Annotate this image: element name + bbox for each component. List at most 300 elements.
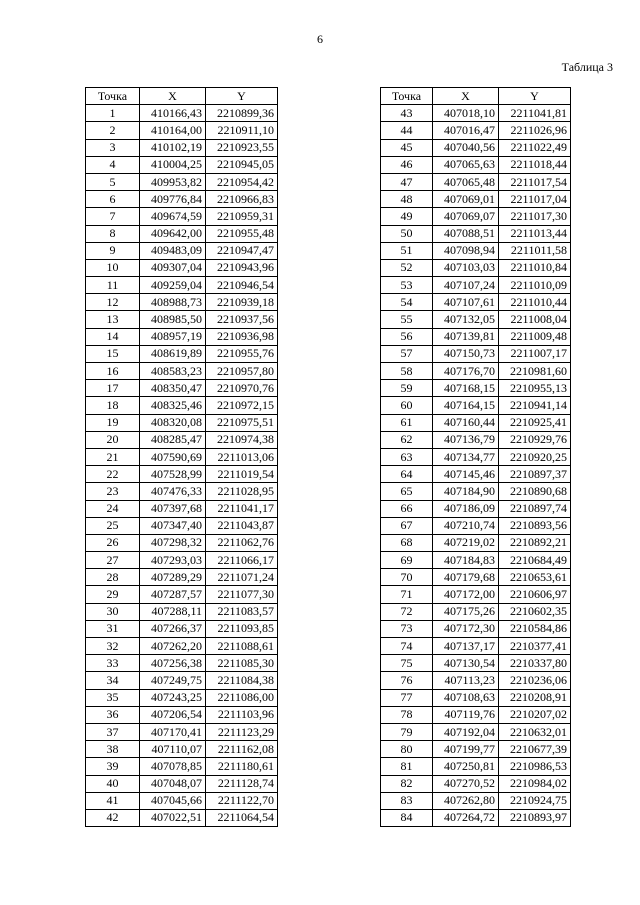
table-row [86, 758, 278, 775]
x-coordinate-cell: 407065,63 [433, 156, 499, 173]
x-coordinate-cell: 407103,03 [433, 259, 499, 276]
point-number-cell: 63 [381, 448, 433, 465]
point-number-cell: 45 [381, 139, 433, 156]
point-number-cell: 18 [86, 397, 140, 414]
y-coordinate-cell: 2210677,39 [499, 741, 571, 758]
y-coordinate-cell: 2211007,17 [499, 345, 571, 362]
x-coordinate-cell: 408285,47 [140, 431, 206, 448]
x-coordinate-cell: 407168,15 [433, 380, 499, 397]
table-row [86, 397, 278, 414]
point-number-cell: 14 [86, 328, 140, 345]
point-number-cell: 59 [381, 380, 433, 397]
table-row [86, 191, 278, 208]
x-coordinate-cell: 408350,47 [140, 380, 206, 397]
point-number-cell: 27 [86, 552, 140, 569]
y-coordinate-cell: 2211180,61 [206, 758, 278, 775]
x-coordinate-cell: 408583,23 [140, 363, 206, 380]
x-coordinate-cell: 407132,05 [433, 311, 499, 328]
point-number-cell: 51 [381, 242, 433, 259]
x-coordinate-cell: 407287,57 [140, 586, 206, 603]
table-row [381, 311, 571, 328]
table-row [381, 603, 571, 620]
y-coordinate-cell: 2210945,05 [206, 156, 278, 173]
table-row [381, 706, 571, 723]
table-row [86, 380, 278, 397]
header-y: Y [499, 88, 571, 105]
point-number-cell: 66 [381, 500, 433, 517]
point-number-cell: 67 [381, 517, 433, 534]
x-coordinate-cell: 407134,77 [433, 448, 499, 465]
y-coordinate-cell: 2211103,96 [206, 706, 278, 723]
y-coordinate-cell: 2211066,17 [206, 552, 278, 569]
table-row [86, 208, 278, 225]
table-row [86, 552, 278, 569]
y-coordinate-cell: 2210923,55 [206, 139, 278, 156]
y-coordinate-cell: 2211026,96 [499, 122, 571, 139]
x-coordinate-cell: 407016,47 [433, 122, 499, 139]
x-coordinate-cell: 407175,26 [433, 603, 499, 620]
x-coordinate-cell: 407022,51 [140, 809, 206, 826]
y-coordinate-cell: 2211011,58 [499, 242, 571, 259]
table-row [381, 741, 571, 758]
y-coordinate-cell: 2210955,48 [206, 225, 278, 242]
point-number-cell: 19 [86, 414, 140, 431]
x-coordinate-cell: 408320,08 [140, 414, 206, 431]
table-row [86, 723, 278, 740]
point-number-cell: 30 [86, 603, 140, 620]
x-coordinate-cell: 407170,41 [140, 723, 206, 740]
point-number-cell: 38 [86, 741, 140, 758]
x-coordinate-cell: 407130,54 [433, 655, 499, 672]
point-number-cell: 5 [86, 173, 140, 190]
table-row [381, 466, 571, 483]
x-coordinate-cell: 407397,68 [140, 500, 206, 517]
x-coordinate-cell: 407528,99 [140, 466, 206, 483]
table-row [381, 792, 571, 809]
point-number-cell: 41 [86, 792, 140, 809]
x-coordinate-cell: 407289,29 [140, 569, 206, 586]
point-number-cell: 72 [381, 603, 433, 620]
y-coordinate-cell: 2210584,86 [499, 620, 571, 637]
y-coordinate-cell: 2210947,47 [206, 242, 278, 259]
table-body-left [86, 105, 278, 827]
point-number-cell: 17 [86, 380, 140, 397]
y-coordinate-cell: 2210955,13 [499, 380, 571, 397]
table-row [86, 809, 278, 826]
x-coordinate-cell: 407184,83 [433, 552, 499, 569]
point-number-cell: 77 [381, 689, 433, 706]
y-coordinate-cell: 2210893,97 [499, 809, 571, 826]
point-number-cell: 49 [381, 208, 433, 225]
y-coordinate-cell: 2210929,76 [499, 431, 571, 448]
y-coordinate-cell: 2210208,91 [499, 689, 571, 706]
point-number-cell: 28 [86, 569, 140, 586]
table-row [381, 105, 571, 122]
table-row [86, 431, 278, 448]
table-row [86, 294, 278, 311]
y-coordinate-cell: 2210890,68 [499, 483, 571, 500]
table-body-right [381, 105, 571, 827]
point-number-cell: 25 [86, 517, 140, 534]
x-coordinate-cell: 407098,94 [433, 242, 499, 259]
x-coordinate-cell: 410102,19 [140, 139, 206, 156]
x-coordinate-cell: 407249,75 [140, 672, 206, 689]
y-coordinate-cell: 2210893,56 [499, 517, 571, 534]
table-row [381, 655, 571, 672]
x-coordinate-cell: 407262,80 [433, 792, 499, 809]
table-header-row [86, 88, 278, 105]
point-number-cell: 83 [381, 792, 433, 809]
x-coordinate-cell: 407250,81 [433, 758, 499, 775]
y-coordinate-cell: 2210897,37 [499, 466, 571, 483]
x-coordinate-cell: 409307,04 [140, 259, 206, 276]
y-coordinate-cell: 2211084,38 [206, 672, 278, 689]
x-coordinate-cell: 407045,66 [140, 792, 206, 809]
x-coordinate-cell: 408619,89 [140, 345, 206, 362]
x-coordinate-cell: 407288,11 [140, 603, 206, 620]
x-coordinate-cell: 410166,43 [140, 105, 206, 122]
x-coordinate-cell: 407107,24 [433, 277, 499, 294]
y-coordinate-cell: 2211043,87 [206, 517, 278, 534]
table-row [86, 741, 278, 758]
x-coordinate-cell: 407264,72 [433, 809, 499, 826]
table-row [381, 775, 571, 792]
point-number-cell: 46 [381, 156, 433, 173]
x-coordinate-cell: 410004,25 [140, 156, 206, 173]
y-coordinate-cell: 2210892,21 [499, 534, 571, 551]
y-coordinate-cell: 2211019,54 [206, 466, 278, 483]
table-row [381, 809, 571, 826]
x-coordinate-cell: 407476,33 [140, 483, 206, 500]
point-number-cell: 70 [381, 569, 433, 586]
point-number-cell: 58 [381, 363, 433, 380]
table-row [86, 672, 278, 689]
x-coordinate-cell: 407199,77 [433, 741, 499, 758]
point-number-cell: 21 [86, 448, 140, 465]
point-number-cell: 15 [86, 345, 140, 362]
x-coordinate-cell: 409483,09 [140, 242, 206, 259]
x-coordinate-cell: 407078,85 [140, 758, 206, 775]
table-row [86, 448, 278, 465]
x-coordinate-cell: 407293,03 [140, 552, 206, 569]
point-number-cell: 69 [381, 552, 433, 569]
y-coordinate-cell: 2211041,81 [499, 105, 571, 122]
point-number-cell: 44 [381, 122, 433, 139]
point-number-cell: 64 [381, 466, 433, 483]
y-coordinate-cell: 2210981,60 [499, 363, 571, 380]
table-row [381, 173, 571, 190]
point-number-cell: 9 [86, 242, 140, 259]
y-coordinate-cell: 2210954,42 [206, 173, 278, 190]
y-coordinate-cell: 2210337,80 [499, 655, 571, 672]
x-coordinate-cell: 407298,32 [140, 534, 206, 551]
point-number-cell: 40 [86, 775, 140, 792]
y-coordinate-cell: 2210653,61 [499, 569, 571, 586]
table-row [381, 723, 571, 740]
point-number-cell: 52 [381, 259, 433, 276]
x-coordinate-cell: 407590,69 [140, 448, 206, 465]
y-coordinate-cell: 2210899,36 [206, 105, 278, 122]
y-coordinate-cell: 2211010,84 [499, 259, 571, 276]
y-coordinate-cell: 2211085,30 [206, 655, 278, 672]
table-row [381, 586, 571, 603]
point-number-cell: 39 [86, 758, 140, 775]
x-coordinate-cell: 407262,20 [140, 638, 206, 655]
table-row [86, 345, 278, 362]
point-number-cell: 20 [86, 431, 140, 448]
point-number-cell: 74 [381, 638, 433, 655]
table-caption: Таблица 3 [561, 60, 613, 74]
point-number-cell: 81 [381, 758, 433, 775]
table-row [381, 569, 571, 586]
table-row [86, 139, 278, 156]
point-number-cell: 47 [381, 173, 433, 190]
point-number-cell: 29 [86, 586, 140, 603]
page-number: 6 [317, 32, 323, 46]
point-number-cell: 4 [86, 156, 140, 173]
table-row [381, 156, 571, 173]
y-coordinate-cell: 2210939,18 [206, 294, 278, 311]
table-row [381, 517, 571, 534]
table-row [86, 483, 278, 500]
y-coordinate-cell: 2211086,00 [206, 689, 278, 706]
x-coordinate-cell: 407219,02 [433, 534, 499, 551]
y-coordinate-cell: 2211010,44 [499, 294, 571, 311]
table-row [86, 620, 278, 637]
x-coordinate-cell: 407206,54 [140, 706, 206, 723]
x-coordinate-cell: 408957,19 [140, 328, 206, 345]
table-row [86, 689, 278, 706]
header-x: X [433, 88, 499, 105]
table-row [381, 483, 571, 500]
point-number-cell: 42 [86, 809, 140, 826]
x-coordinate-cell: 407192,04 [433, 723, 499, 740]
y-coordinate-cell: 2210966,83 [206, 191, 278, 208]
y-coordinate-cell: 2211077,30 [206, 586, 278, 603]
table-row [86, 569, 278, 586]
table-row [86, 655, 278, 672]
x-coordinate-cell: 409674,59 [140, 208, 206, 225]
y-coordinate-cell: 2211093,85 [206, 620, 278, 637]
table-row [86, 466, 278, 483]
table-row [381, 620, 571, 637]
table-row [86, 156, 278, 173]
table-row [86, 242, 278, 259]
y-coordinate-cell: 2211013,06 [206, 448, 278, 465]
table-row [381, 225, 571, 242]
table-row [381, 259, 571, 276]
y-coordinate-cell: 2210632,01 [499, 723, 571, 740]
table-row [86, 173, 278, 190]
y-coordinate-cell: 2211071,24 [206, 569, 278, 586]
point-number-cell: 76 [381, 672, 433, 689]
x-coordinate-cell: 407065,48 [433, 173, 499, 190]
table-row [381, 431, 571, 448]
y-coordinate-cell: 2211122,70 [206, 792, 278, 809]
y-coordinate-cell: 2210972,15 [206, 397, 278, 414]
x-coordinate-cell: 407179,68 [433, 569, 499, 586]
x-coordinate-cell: 407137,17 [433, 638, 499, 655]
x-coordinate-cell: 407184,90 [433, 483, 499, 500]
point-number-cell: 82 [381, 775, 433, 792]
table-row [381, 345, 571, 362]
table-row [86, 259, 278, 276]
x-coordinate-cell: 407150,73 [433, 345, 499, 362]
table-row [381, 500, 571, 517]
y-coordinate-cell: 2210974,38 [206, 431, 278, 448]
coordinates-table-right [380, 87, 571, 827]
y-coordinate-cell: 2211041,17 [206, 500, 278, 517]
x-coordinate-cell: 407243,25 [140, 689, 206, 706]
point-number-cell: 12 [86, 294, 140, 311]
y-coordinate-cell: 2210684,49 [499, 552, 571, 569]
point-number-cell: 35 [86, 689, 140, 706]
table-row [381, 414, 571, 431]
x-coordinate-cell: 407069,01 [433, 191, 499, 208]
x-coordinate-cell: 407136,79 [433, 431, 499, 448]
table-row [86, 122, 278, 139]
y-coordinate-cell: 2210924,75 [499, 792, 571, 809]
x-coordinate-cell: 407139,81 [433, 328, 499, 345]
y-coordinate-cell: 2210955,76 [206, 345, 278, 362]
x-coordinate-cell: 407018,10 [433, 105, 499, 122]
table-row [86, 414, 278, 431]
y-coordinate-cell: 2211022,49 [499, 139, 571, 156]
x-coordinate-cell: 407210,74 [433, 517, 499, 534]
x-coordinate-cell: 407164,15 [433, 397, 499, 414]
x-coordinate-cell: 407172,00 [433, 586, 499, 603]
point-number-cell: 11 [86, 277, 140, 294]
x-coordinate-cell: 407108,63 [433, 689, 499, 706]
table-row [381, 277, 571, 294]
point-number-cell: 57 [381, 345, 433, 362]
table-row [86, 603, 278, 620]
table-row [86, 534, 278, 551]
x-coordinate-cell: 409642,00 [140, 225, 206, 242]
y-coordinate-cell: 2210606,97 [499, 586, 571, 603]
x-coordinate-cell: 407069,07 [433, 208, 499, 225]
table-row [381, 758, 571, 775]
x-coordinate-cell: 407270,52 [433, 775, 499, 792]
x-coordinate-cell: 409776,84 [140, 191, 206, 208]
point-number-cell: 13 [86, 311, 140, 328]
y-coordinate-cell: 2210897,74 [499, 500, 571, 517]
point-number-cell: 84 [381, 809, 433, 826]
x-coordinate-cell: 408988,73 [140, 294, 206, 311]
y-coordinate-cell: 2211083,57 [206, 603, 278, 620]
point-number-cell: 3 [86, 139, 140, 156]
point-number-cell: 62 [381, 431, 433, 448]
x-coordinate-cell: 407347,40 [140, 517, 206, 534]
x-coordinate-cell: 407176,70 [433, 363, 499, 380]
y-coordinate-cell: 2210946,54 [206, 277, 278, 294]
y-coordinate-cell: 2211017,04 [499, 191, 571, 208]
table-row [381, 363, 571, 380]
table-row [381, 672, 571, 689]
table-row [86, 105, 278, 122]
point-number-cell: 1 [86, 105, 140, 122]
y-coordinate-cell: 2211010,09 [499, 277, 571, 294]
point-number-cell: 36 [86, 706, 140, 723]
y-coordinate-cell: 2211123,29 [206, 723, 278, 740]
y-coordinate-cell: 2211088,61 [206, 638, 278, 655]
x-coordinate-cell: 407186,09 [433, 500, 499, 517]
y-coordinate-cell: 2210959,31 [206, 208, 278, 225]
point-number-cell: 78 [381, 706, 433, 723]
point-number-cell: 56 [381, 328, 433, 345]
y-coordinate-cell: 2210970,76 [206, 380, 278, 397]
y-coordinate-cell: 2211018,44 [499, 156, 571, 173]
table-row [86, 311, 278, 328]
x-coordinate-cell: 407145,46 [433, 466, 499, 483]
y-coordinate-cell: 2211028,95 [206, 483, 278, 500]
table-row [86, 638, 278, 655]
y-coordinate-cell: 2210937,56 [206, 311, 278, 328]
point-number-cell: 48 [381, 191, 433, 208]
point-number-cell: 24 [86, 500, 140, 517]
point-number-cell: 80 [381, 741, 433, 758]
table-row [86, 363, 278, 380]
table-row [381, 689, 571, 706]
point-number-cell: 34 [86, 672, 140, 689]
table-row [86, 792, 278, 809]
y-coordinate-cell: 2210941,14 [499, 397, 571, 414]
table-row [86, 517, 278, 534]
y-coordinate-cell: 2211128,74 [206, 775, 278, 792]
table-row [86, 775, 278, 792]
x-coordinate-cell: 407266,37 [140, 620, 206, 637]
table-row [381, 122, 571, 139]
x-coordinate-cell: 407088,51 [433, 225, 499, 242]
point-number-cell: 32 [86, 638, 140, 655]
x-coordinate-cell: 407048,07 [140, 775, 206, 792]
point-number-cell: 23 [86, 483, 140, 500]
point-number-cell: 2 [86, 122, 140, 139]
point-number-cell: 31 [86, 620, 140, 637]
y-coordinate-cell: 2211162,08 [206, 741, 278, 758]
y-coordinate-cell: 2211009,48 [499, 328, 571, 345]
point-number-cell: 71 [381, 586, 433, 603]
table-row [381, 328, 571, 345]
point-number-cell: 22 [86, 466, 140, 483]
y-coordinate-cell: 2211062,76 [206, 534, 278, 551]
y-coordinate-cell: 2211017,30 [499, 208, 571, 225]
table-row [381, 294, 571, 311]
point-number-cell: 37 [86, 723, 140, 740]
x-coordinate-cell: 410164,00 [140, 122, 206, 139]
point-number-cell: 54 [381, 294, 433, 311]
y-coordinate-cell: 2210911,10 [206, 122, 278, 139]
point-number-cell: 68 [381, 534, 433, 551]
y-coordinate-cell: 2210925,41 [499, 414, 571, 431]
point-number-cell: 55 [381, 311, 433, 328]
table-row [86, 225, 278, 242]
x-coordinate-cell: 408325,46 [140, 397, 206, 414]
y-coordinate-cell: 2210975,51 [206, 414, 278, 431]
x-coordinate-cell: 407172,30 [433, 620, 499, 637]
point-number-cell: 43 [381, 105, 433, 122]
y-coordinate-cell: 2211013,44 [499, 225, 571, 242]
table-row [381, 448, 571, 465]
header-point: Точка [86, 88, 140, 105]
point-number-cell: 33 [86, 655, 140, 672]
point-number-cell: 53 [381, 277, 433, 294]
point-number-cell: 6 [86, 191, 140, 208]
y-coordinate-cell: 2210936,98 [206, 328, 278, 345]
point-number-cell: 26 [86, 534, 140, 551]
point-number-cell: 16 [86, 363, 140, 380]
y-coordinate-cell: 2210984,02 [499, 775, 571, 792]
